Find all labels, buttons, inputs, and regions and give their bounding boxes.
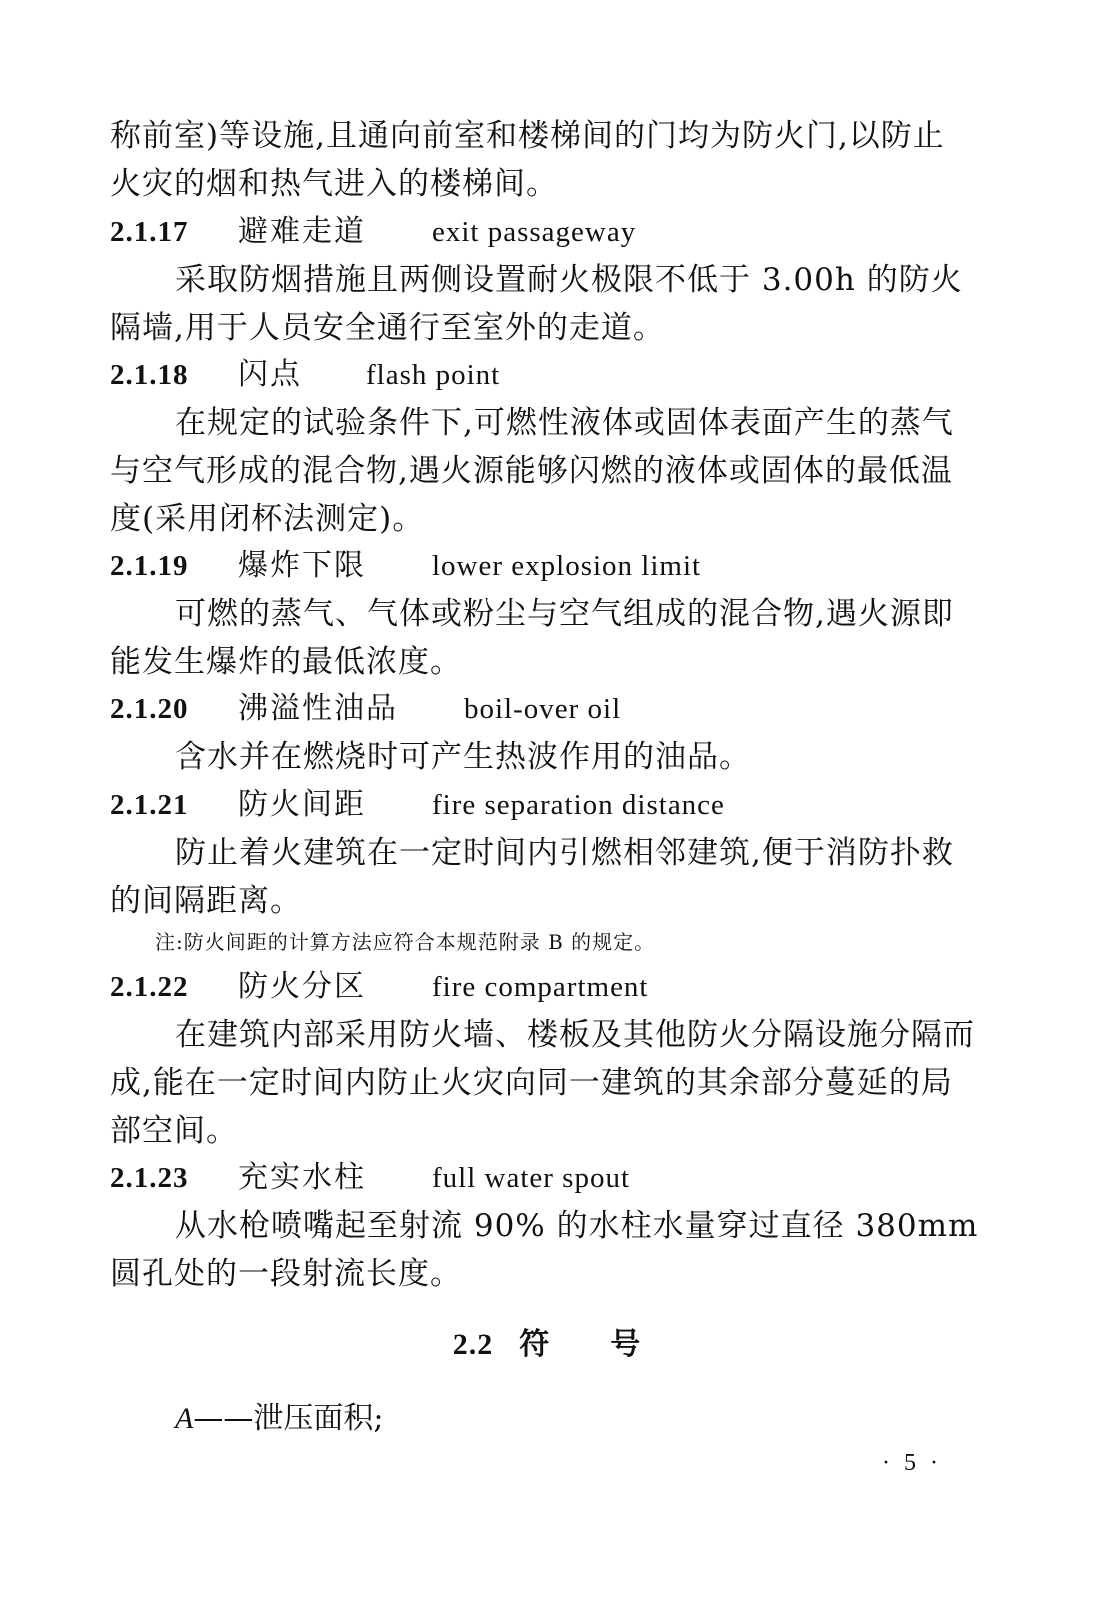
section-title-part2: 号 (610, 1327, 642, 1362)
symbol-definition: 泄压面积; (253, 1401, 384, 1436)
term-definition-line: 防止着火建筑在一定时间内引燃相邻建筑,便于消防扑救 (175, 835, 954, 871)
term-number: 2.1.17 (110, 216, 189, 248)
term-heading-2-1-21 (110, 785, 970, 825)
term-number: 2.1.18 (110, 359, 189, 391)
term-definition-line: 含水并在燃烧时可产生热波作用的油品。 (175, 739, 751, 775)
term-english-name: fire separation distance (432, 789, 725, 821)
intro-line-1: 称前室)等设施,且通向前室和楼梯间的门均为防火门,以防止 (110, 118, 945, 154)
term-definition-line: 采取防烟措施且两侧设置耐火极限不低于 3.00h 的防火 (175, 262, 963, 298)
term-definition-line: 能发生爆炸的最低浓度。 (110, 644, 462, 680)
intro-line-2: 火灾的烟和热气进入的楼梯间。 (110, 166, 558, 202)
term-chinese-name: 避难走道 (238, 214, 366, 249)
term-number: 2.1.22 (110, 971, 189, 1003)
term-heading-2-1-17 (110, 212, 970, 252)
term-definition-line: 隔墙,用于人员安全通行至室外的走道。 (110, 310, 665, 346)
term-number: 2.1.23 (110, 1162, 189, 1194)
term-english-name: fire compartment (432, 971, 649, 1003)
term-number: 2.1.20 (110, 693, 189, 725)
term-english-name: boil-over oil (464, 693, 622, 725)
term-chinese-name: 防火间距 (238, 787, 366, 822)
section-number: 2.2 (452, 1328, 494, 1361)
term-definition-line: 成,能在一定时间内防止火灾向同一建筑的其余部分蔓延的局 (110, 1065, 953, 1101)
term-chinese-name: 沸溢性油品 (238, 691, 398, 726)
term-chinese-name: 闪点 (238, 357, 302, 392)
term-heading-2-1-20 (110, 689, 970, 729)
term-definition-line: 度(采用闭杯法测定)。 (110, 501, 425, 537)
term-chinese-name: 爆炸下限 (238, 548, 366, 583)
term-heading-2-1-23 (110, 1158, 970, 1198)
term-definition-line: 在规定的试验条件下,可燃性液体或固体表面产生的蒸气 (175, 405, 954, 441)
term-heading-2-1-18 (110, 355, 970, 395)
term-heading-2-1-22 (110, 967, 970, 1007)
term-definition-line: 可燃的蒸气、气体或粉尘与空气组成的混合物,遇火源即 (175, 596, 954, 632)
term-definition-line: 部空间。 (110, 1113, 238, 1149)
symbol-dash: —— (193, 1401, 254, 1436)
symbol-entry (175, 1399, 383, 1439)
term-chinese-name: 充实水柱 (238, 1160, 366, 1195)
term-definition-line: 的间隔距离。 (110, 883, 302, 919)
term-number: 2.1.21 (110, 789, 189, 821)
term-definition-line: 圆孔处的一段射流长度。 (110, 1256, 462, 1292)
term-number: 2.1.19 (110, 550, 189, 582)
section-heading (0, 1325, 1094, 1365)
page-number: · 5 · (882, 1450, 942, 1476)
term-definition-line: 与空气形成的混合物,遇火源能够闪燃的液体或固体的最低温 (110, 453, 953, 489)
term-definition-line: 从水枪喷嘴起至射流 90% 的水柱水量穿过直径 380mm (175, 1208, 979, 1244)
term-note: 注:防火间距的计算方法应符合本规范附录 B 的规定。 (155, 930, 656, 954)
term-chinese-name: 防火分区 (238, 969, 366, 1004)
term-english-name: full water spout (432, 1162, 631, 1194)
term-heading-2-1-19 (110, 546, 970, 586)
term-english-name: lower explosion limit (432, 550, 702, 582)
section-title-part1: 符 (519, 1327, 551, 1362)
term-english-name: exit passageway (432, 216, 637, 248)
term-definition-line: 在建筑内部采用防火墙、楼板及其他防火分隔设施分隔而 (175, 1017, 975, 1053)
term-english-name: flash point (366, 359, 501, 391)
symbol-letter: A (175, 1402, 194, 1435)
